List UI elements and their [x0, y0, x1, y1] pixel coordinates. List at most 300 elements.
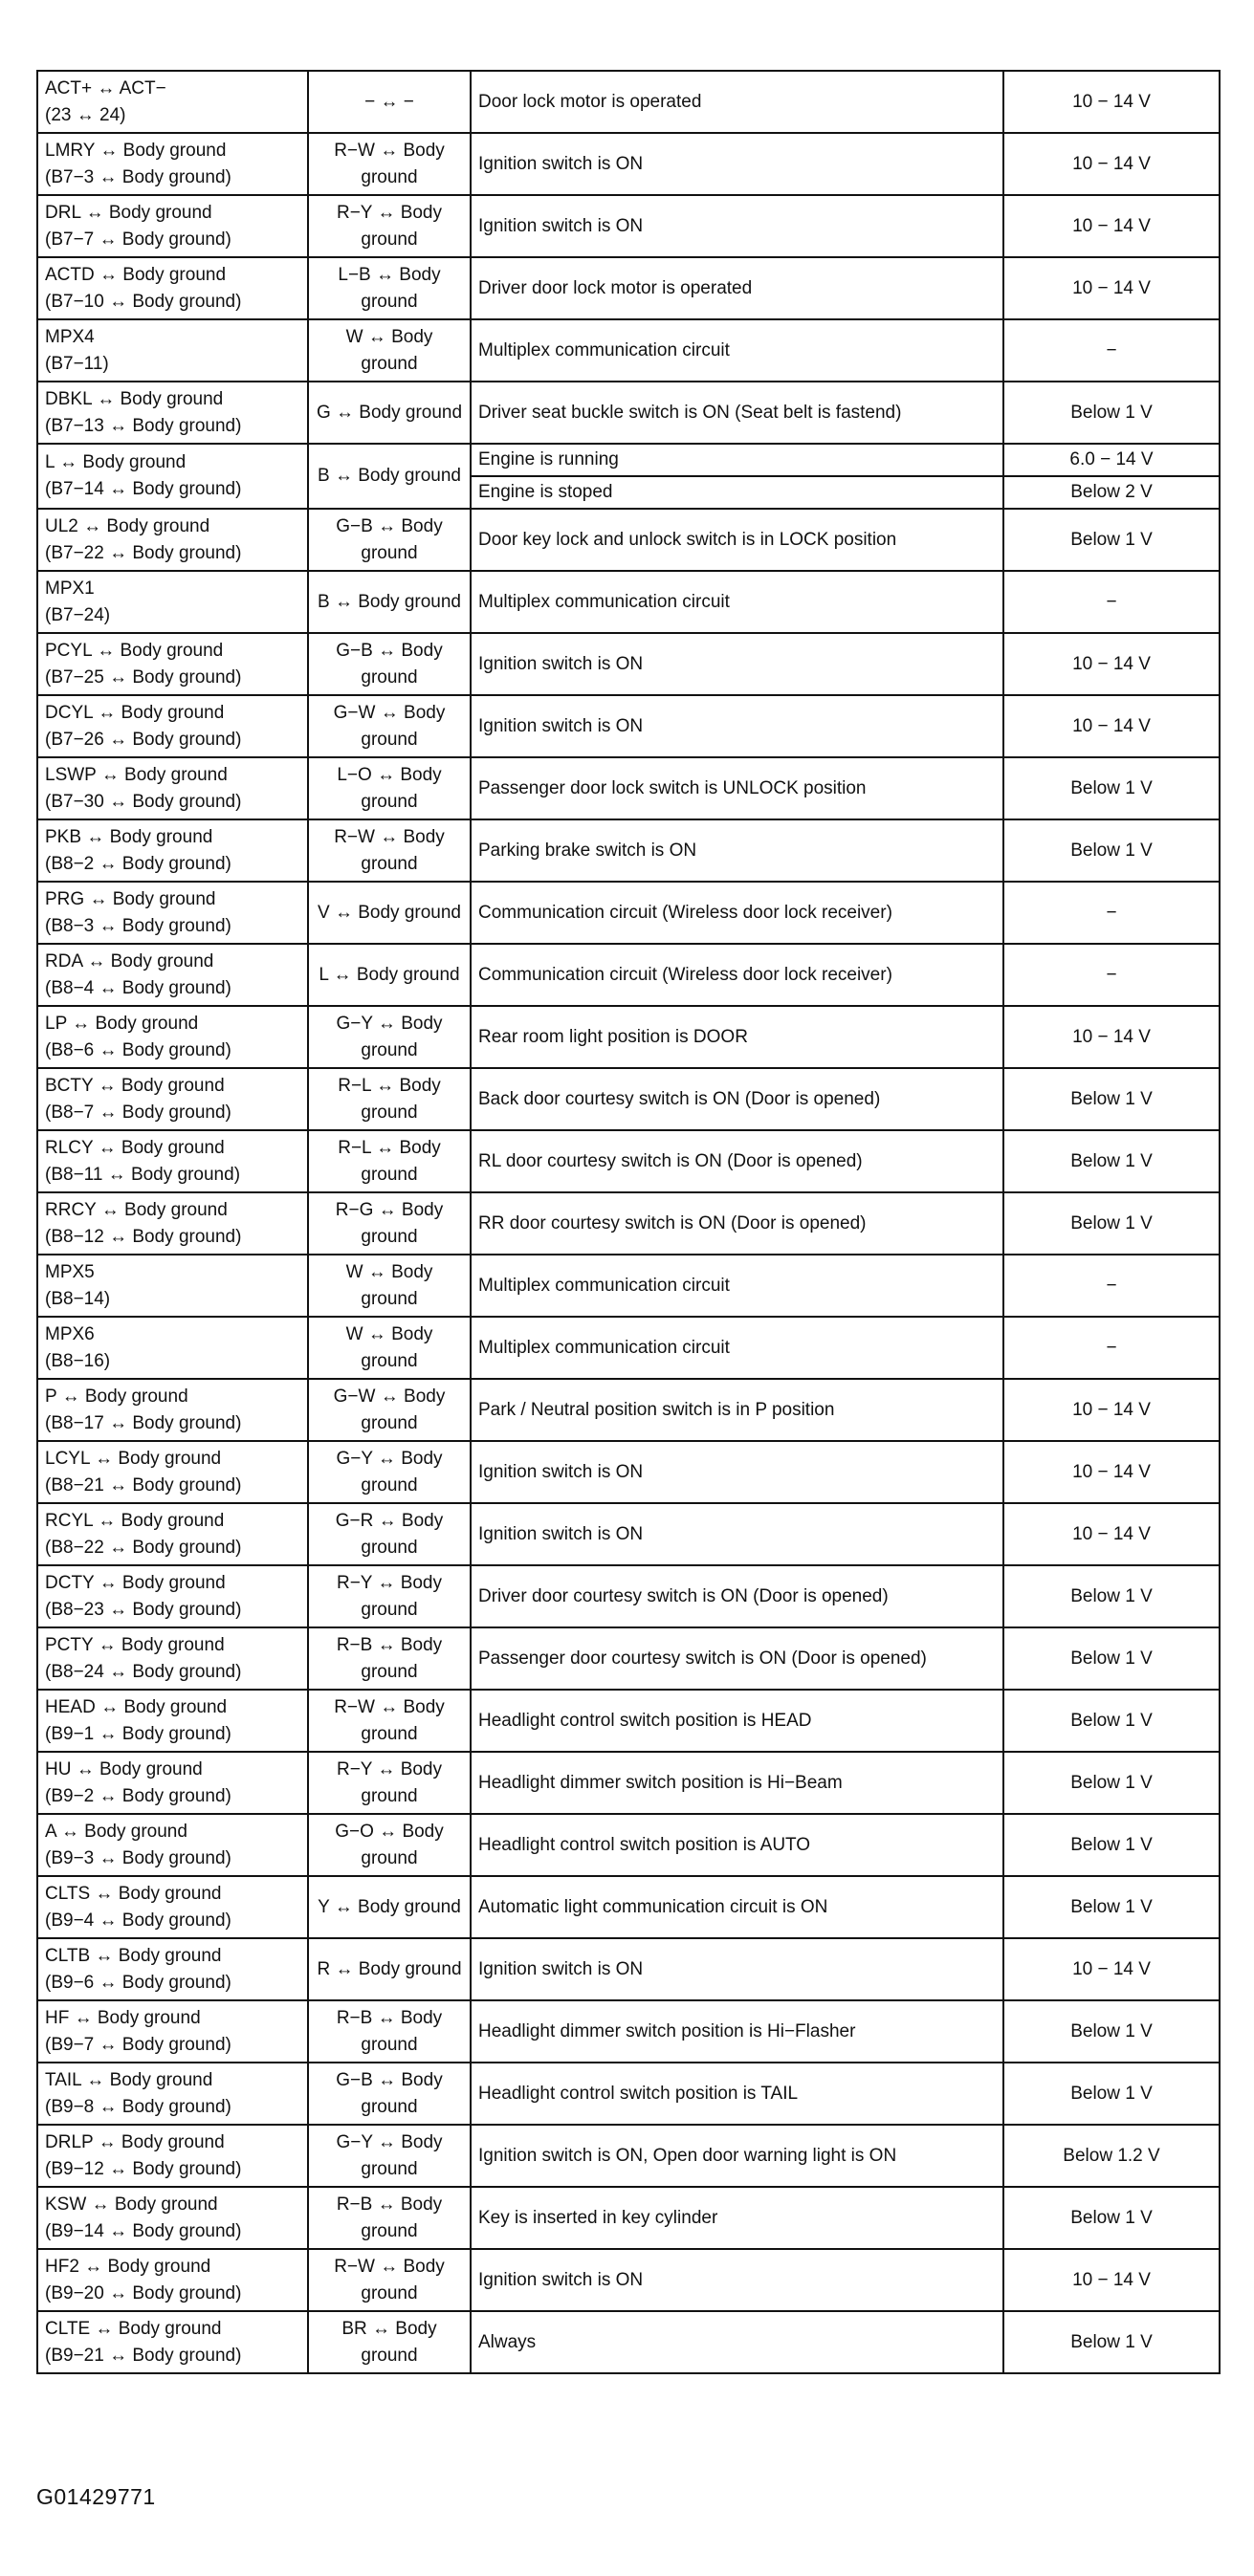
terminal-cell: [37, 1130, 308, 1192]
table-row: [37, 882, 1220, 944]
term-line: (B7−11): [45, 353, 109, 374]
term-line: HEAD ↔ Body ground: [45, 1696, 228, 1717]
wire-line: G−W ↔ Body: [333, 702, 446, 723]
wiring-color-cell: [308, 1938, 471, 2000]
term-line: (B9−2 ↔ Body ground): [45, 1785, 231, 1806]
terminal-cell: [37, 509, 308, 571]
specified-condition-cell: Below 1 V: [1003, 2187, 1220, 2249]
specified-condition-cell: 10 − 14 V: [1003, 1938, 1220, 2000]
table-row: [37, 257, 1220, 319]
wire-line: W ↔ Body: [345, 326, 433, 347]
wire-line: ground: [361, 1661, 418, 1682]
term-line: MPX4: [45, 326, 95, 347]
term-line: (B8−16): [45, 1350, 111, 1371]
wiring-color-cell: [308, 1814, 471, 1876]
term-line: (B7−25 ↔ Body ground): [45, 666, 242, 688]
condition-cell: Ignition switch is ON: [471, 133, 1003, 195]
wire-line: R−Y ↔ Body: [336, 1758, 442, 1779]
wire-line: V ↔ Body ground: [318, 902, 461, 923]
condition-cell: Headlight control switch position is AUTO: [471, 1814, 1003, 1876]
wire-line: B ↔ Body ground: [318, 466, 461, 486]
condition-cell: Door lock motor is operated: [471, 71, 1003, 133]
term-line: HF2 ↔ Body ground: [45, 2256, 211, 2277]
condition-cell: Passenger door courtesy switch is ON (Door is opened): [471, 1627, 1003, 1690]
wire-line: ground: [361, 729, 418, 750]
specified-condition-cell: Below 1 V: [1003, 1752, 1220, 1814]
term-line: BCTY ↔ Body ground: [45, 1075, 225, 1096]
terminal-cell: [37, 1441, 308, 1503]
table-row: [37, 1565, 1220, 1627]
specified-condition-cell: Below 1 V: [1003, 382, 1220, 444]
wiring-color-cell: [308, 757, 471, 819]
terminal-cell: [37, 1255, 308, 1317]
wire-line: ground: [361, 1288, 418, 1309]
wiring-color-cell: [308, 509, 471, 571]
wire-line: − ↔ −: [364, 91, 414, 112]
wiring-color-cell: [308, 1317, 471, 1379]
table-row: [37, 1752, 1220, 1814]
condition-cell: Always: [471, 2311, 1003, 2373]
wire-line: ground: [361, 791, 418, 812]
wiring-color-cell: [308, 1876, 471, 1938]
terminal-cell: [37, 1006, 308, 1068]
wiring-color-cell: [308, 1752, 471, 1814]
terminal-cell: [37, 71, 308, 133]
term-line: LCYL ↔ Body ground: [45, 1448, 222, 1469]
wiring-color-cell: [308, 2000, 471, 2063]
term-line: (B9−8 ↔ Body ground): [45, 2096, 231, 2117]
condition-cell: Multiplex communication circuit: [471, 571, 1003, 633]
term-line: (B7−22 ↔ Body ground): [45, 542, 242, 563]
wiring-color-cell: [308, 2125, 471, 2187]
wire-line: G−W ↔ Body: [333, 1386, 446, 1407]
table-row: [37, 2249, 1220, 2311]
condition-cell: Driver door courtesy switch is ON (Door is opened): [471, 1565, 1003, 1627]
condition-cell: Ignition switch is ON: [471, 1503, 1003, 1565]
terminal-cell: [37, 695, 308, 757]
wiring-color-cell: [308, 819, 471, 882]
term-line: (B7−7 ↔ Body ground): [45, 229, 231, 250]
term-line: PRG ↔ Body ground: [45, 888, 216, 909]
specified-condition-cell: Below 1 V: [1003, 1192, 1220, 1255]
term-line: (B8−23 ↔ Body ground): [45, 1599, 242, 1620]
term-line: PCYL ↔ Body ground: [45, 640, 224, 661]
term-line: L ↔ Body ground: [45, 452, 187, 472]
table-row: [37, 1938, 1220, 2000]
wire-line: G−B ↔ Body: [336, 640, 443, 661]
specified-condition-cell: Below 1 V: [1003, 819, 1220, 882]
wire-line: R−Y ↔ Body: [336, 1572, 442, 1593]
condition-cell: Rear room light position is DOOR: [471, 1006, 1003, 1068]
term-line: (B8−17 ↔ Body ground): [45, 1412, 242, 1433]
term-line: DRLP ↔ Body ground: [45, 2131, 225, 2152]
table-row: [37, 944, 1220, 1006]
wire-line: G ↔ Body ground: [316, 402, 463, 423]
specified-condition-cell: Below 1 V: [1003, 1814, 1220, 1876]
wire-line: R−B ↔ Body: [336, 2194, 443, 2215]
terminal-cell: [37, 133, 308, 195]
term-line: (B9−1 ↔ Body ground): [45, 1723, 231, 1744]
specified-condition-cell: −: [1003, 882, 1220, 944]
table-row: [37, 71, 1220, 133]
term-line: P ↔ Body ground: [45, 1386, 188, 1407]
condition-cell: Ignition switch is ON: [471, 1938, 1003, 2000]
term-line: A ↔ Body ground: [45, 1821, 187, 1842]
term-line: (B7−13 ↔ Body ground): [45, 415, 242, 436]
specified-condition-cell: 10 − 14 V: [1003, 133, 1220, 195]
table-row: [37, 1627, 1220, 1690]
condition-cell: Parking brake switch is ON: [471, 819, 1003, 882]
table-row: [37, 1379, 1220, 1441]
specified-condition-cell: Below 1 V: [1003, 1627, 1220, 1690]
terminal-cell: [37, 1814, 308, 1876]
table-row: [37, 319, 1220, 382]
wire-line: ground: [361, 1723, 418, 1744]
wiring-color-cell: [308, 2311, 471, 2373]
condition-cell: RR door courtesy switch is ON (Door is opened): [471, 1192, 1003, 1255]
term-line: (B8−7 ↔ Body ground): [45, 1102, 231, 1123]
condition-cell: Multiplex communication circuit: [471, 319, 1003, 382]
terminal-cell: [37, 1565, 308, 1627]
specified-condition-cell: Below 1 V: [1003, 1068, 1220, 1130]
condition-cell: Communication circuit (Wireless door lock receiver): [471, 944, 1003, 1006]
condition-cell: Driver seat buckle switch is ON (Seat belt is fastend): [471, 382, 1003, 444]
specified-condition-cell: 10 − 14 V: [1003, 1441, 1220, 1503]
specified-condition-cell: Below 1 V: [1003, 509, 1220, 571]
wire-line: ground: [361, 2034, 418, 2055]
terminal-cell: [37, 195, 308, 257]
term-line: (B7−24): [45, 604, 111, 625]
terminal-cell: [37, 1876, 308, 1938]
wiring-color-cell: [308, 1441, 471, 1503]
specified-condition-cell: Below 1 V: [1003, 1690, 1220, 1752]
wire-line: BR ↔ Body: [341, 2318, 437, 2339]
wiring-color-cell: [308, 882, 471, 944]
term-line: (B9−12 ↔ Body ground): [45, 2158, 242, 2179]
terminal-cell: [37, 1068, 308, 1130]
term-line: MPX1: [45, 578, 95, 599]
term-line: RDA ↔ Body ground: [45, 950, 214, 971]
figure-code: G01429771: [36, 2484, 156, 2509]
table-body: [37, 71, 1220, 2373]
terminal-cell: [37, 1503, 308, 1565]
terminal-cell: [37, 1317, 308, 1379]
wiring-color-cell: [308, 319, 471, 382]
table-row: [37, 1690, 1220, 1752]
term-line: LSWP ↔ Body ground: [45, 764, 228, 785]
terminal-cell: [37, 571, 308, 633]
wiring-color-cell: [308, 695, 471, 757]
specified-condition-cell: −: [1003, 944, 1220, 1006]
wire-line: ground: [361, 353, 418, 374]
table-row: [37, 1317, 1220, 1379]
term-line: RCYL ↔ Body ground: [45, 1510, 225, 1531]
wire-line: R−W ↔ Body: [334, 1696, 445, 1717]
specified-condition-cell: 10 − 14 V: [1003, 71, 1220, 133]
wiring-color-cell: [308, 71, 471, 133]
term-line: (B9−7 ↔ Body ground): [45, 2034, 231, 2055]
wire-line: ground: [361, 2282, 418, 2303]
table-row: [37, 1441, 1220, 1503]
terminal-cell: [37, 319, 308, 382]
term-line: (B8−2 ↔ Body ground): [45, 853, 231, 874]
term-line: UL2 ↔ Body ground: [45, 515, 210, 536]
wire-line: R−W ↔ Body: [334, 826, 445, 847]
specified-condition-cell: −: [1003, 571, 1220, 633]
term-line: (B8−22 ↔ Body ground): [45, 1537, 242, 1558]
specified-condition-cell: 10 − 14 V: [1003, 1006, 1220, 1068]
wire-line: G−Y ↔ Body: [336, 2131, 443, 2152]
wiring-color-cell: [308, 444, 471, 509]
term-line: (B8−14): [45, 1288, 111, 1309]
condition-cell: Headlight control switch position is TAIL: [471, 2063, 1003, 2125]
table-row: [37, 2063, 1220, 2125]
terminal-cell: [37, 944, 308, 1006]
condition-cell: Ignition switch is ON: [471, 1441, 1003, 1503]
term-line: PKB ↔ Body ground: [45, 826, 213, 847]
wiring-color-cell: [308, 2249, 471, 2311]
condition-cell: Multiplex communication circuit: [471, 1317, 1003, 1379]
table-row: [37, 633, 1220, 695]
term-line: (B8−24 ↔ Body ground): [45, 1661, 242, 1682]
wiring-color-cell: [308, 571, 471, 633]
specified-condition-cell: 10 − 14 V: [1003, 695, 1220, 757]
wire-line: R−G ↔ Body: [335, 1199, 444, 1220]
wire-line: ground: [361, 2345, 418, 2366]
specified-condition-cell: Below 1 V: [1003, 2063, 1220, 2125]
condition-cell: Headlight dimmer switch position is Hi−Beam: [471, 1752, 1003, 1814]
specified-condition-cell: 10 − 14 V: [1003, 257, 1220, 319]
term-line: (B8−6 ↔ Body ground): [45, 1039, 231, 1060]
wire-line: W ↔ Body: [345, 1261, 433, 1282]
wiring-color-cell: [308, 2063, 471, 2125]
table-row: [37, 444, 1220, 476]
condition-cell: Driver door lock motor is operated: [471, 257, 1003, 319]
table-row: [37, 1503, 1220, 1565]
wire-line: ground: [361, 853, 418, 874]
term-line: CLTE ↔ Body ground: [45, 2318, 222, 2339]
condition-cell: Passenger door lock switch is UNLOCK position: [471, 757, 1003, 819]
specified-condition-cell: 10 − 14 V: [1003, 1503, 1220, 1565]
table-row: [37, 509, 1220, 571]
wire-line: R−Y ↔ Body: [336, 202, 442, 223]
terminal-cell: [37, 2125, 308, 2187]
wire-line: ground: [361, 1164, 418, 1185]
terminal-cell: [37, 2000, 308, 2063]
term-line: MPX6: [45, 1323, 95, 1344]
wiring-color-cell: [308, 1130, 471, 1192]
specified-condition-cell: Below 1 V: [1003, 1130, 1220, 1192]
wiring-color-cell: [308, 1192, 471, 1255]
condition-cell: Engine is running: [471, 444, 1003, 476]
term-line: DRL ↔ Body ground: [45, 202, 212, 223]
specified-condition-cell: 10 − 14 V: [1003, 195, 1220, 257]
wire-line: L−O ↔ Body: [337, 764, 442, 785]
condition-cell: RL door courtesy switch is ON (Door is opened): [471, 1130, 1003, 1192]
term-line: HU ↔ Body ground: [45, 1758, 203, 1779]
wire-line: ground: [361, 542, 418, 563]
wire-line: ground: [361, 666, 418, 688]
terminal-cell: [37, 2187, 308, 2249]
term-line: (B7−14 ↔ Body ground): [45, 479, 242, 499]
table-row: [37, 1130, 1220, 1192]
specified-condition-cell: −: [1003, 1255, 1220, 1317]
table-row: [37, 1006, 1220, 1068]
term-line: (B9−3 ↔ Body ground): [45, 1847, 231, 1868]
table-row: [37, 1814, 1220, 1876]
condition-cell: Key is inserted in key cylinder: [471, 2187, 1003, 2249]
terminal-cell: [37, 757, 308, 819]
wire-line: ground: [361, 1412, 418, 1433]
condition-cell: Engine is stoped: [471, 476, 1003, 509]
specified-condition-cell: 10 − 14 V: [1003, 633, 1220, 695]
term-line: CLTS ↔ Body ground: [45, 1883, 222, 1904]
specified-condition-cell: Below 1 V: [1003, 757, 1220, 819]
wiring-color-cell: [308, 633, 471, 695]
term-line: DCYL ↔ Body ground: [45, 702, 225, 723]
specified-condition-cell: −: [1003, 1317, 1220, 1379]
wire-line: R−B ↔ Body: [336, 1634, 443, 1655]
term-line: RRCY ↔ Body ground: [45, 1199, 228, 1220]
wire-line: Y ↔ Body ground: [318, 1896, 461, 1917]
wire-line: ground: [361, 229, 418, 250]
table-row: [37, 382, 1220, 444]
table-row: [37, 133, 1220, 195]
terminal-cell: [37, 1192, 308, 1255]
specified-condition-cell: 10 − 14 V: [1003, 1379, 1220, 1441]
wire-line: ground: [361, 2096, 418, 2117]
term-line: (B9−14 ↔ Body ground): [45, 2220, 242, 2241]
term-line: LP ↔ Body ground: [45, 1013, 199, 1034]
wiring-color-cell: [308, 1006, 471, 1068]
specified-condition-cell: Below 1 V: [1003, 2000, 1220, 2063]
table-row: [37, 1255, 1220, 1317]
terminal-cell: [37, 444, 308, 509]
wire-line: ground: [361, 166, 418, 187]
term-line: (B7−26 ↔ Body ground): [45, 729, 242, 750]
term-line: LMRY ↔ Body ground: [45, 140, 227, 161]
wire-line: ground: [361, 291, 418, 312]
condition-cell: Communication circuit (Wireless door lock receiver): [471, 882, 1003, 944]
wire-line: G−Y ↔ Body: [336, 1013, 443, 1034]
term-line: HF ↔ Body ground: [45, 2007, 201, 2028]
condition-cell: Back door courtesy switch is ON (Door is opened): [471, 1068, 1003, 1130]
condition-cell: Headlight dimmer switch position is Hi−Flasher: [471, 2000, 1003, 2063]
wire-line: ground: [361, 1785, 418, 1806]
terminal-cell: [37, 1627, 308, 1690]
term-line: MPX5: [45, 1261, 95, 1282]
wire-line: ground: [361, 1102, 418, 1123]
wiring-color-cell: [308, 1379, 471, 1441]
table-row: [37, 819, 1220, 882]
term-line: PCTY ↔ Body ground: [45, 1634, 225, 1655]
wire-line: R ↔ Body ground: [317, 1958, 462, 1979]
condition-cell: Ignition switch is ON: [471, 633, 1003, 695]
term-line: (B8−21 ↔ Body ground): [45, 1474, 242, 1495]
wire-line: ground: [361, 1537, 418, 1558]
wire-line: ground: [361, 1599, 418, 1620]
term-line: (B8−4 ↔ Body ground): [45, 977, 231, 998]
term-line: (B9−20 ↔ Body ground): [45, 2282, 242, 2303]
wiring-color-cell: [308, 1690, 471, 1752]
terminal-cell: [37, 633, 308, 695]
wiring-color-cell: [308, 2187, 471, 2249]
table-row: [37, 571, 1220, 633]
wire-line: B ↔ Body ground: [318, 591, 461, 612]
condition-cell: Ignition switch is ON: [471, 695, 1003, 757]
wiring-color-cell: [308, 1068, 471, 1130]
specified-condition-cell: Below 1 V: [1003, 1876, 1220, 1938]
table-row: [37, 1876, 1220, 1938]
condition-cell: Headlight control switch position is HEAD: [471, 1690, 1003, 1752]
wire-line: ground: [361, 2220, 418, 2241]
wire-line: ground: [361, 1226, 418, 1247]
wire-line: R−L ↔ Body: [338, 1137, 441, 1158]
wiring-color-cell: [308, 133, 471, 195]
term-line: ACT+ ↔ ACT−: [45, 77, 166, 98]
terminal-cell: [37, 882, 308, 944]
term-line: (B9−4 ↔ Body ground): [45, 1910, 231, 1931]
terminal-cell: [37, 1938, 308, 2000]
wire-line: ground: [361, 1350, 418, 1371]
condition-cell: Automatic light communication circuit is ON: [471, 1876, 1003, 1938]
table-row: [37, 195, 1220, 257]
term-line: RLCY ↔ Body ground: [45, 1137, 225, 1158]
wiring-color-cell: [308, 1627, 471, 1690]
table-row: [37, 2311, 1220, 2373]
terminal-spec-table: [36, 70, 1221, 2374]
table-row: [37, 1192, 1220, 1255]
terminal-cell: [37, 382, 308, 444]
condition-cell: Ignition switch is ON: [471, 2249, 1003, 2311]
condition-cell: Ignition switch is ON: [471, 195, 1003, 257]
term-line: (B8−12 ↔ Body ground): [45, 1226, 242, 1247]
table-row: [37, 2187, 1220, 2249]
table-row: [37, 757, 1220, 819]
condition-cell: Multiplex communication circuit: [471, 1255, 1003, 1317]
wire-line: L−B ↔ Body: [338, 264, 441, 285]
wiring-color-cell: [308, 1255, 471, 1317]
wire-line: ground: [361, 1474, 418, 1495]
table-row: [37, 2000, 1220, 2063]
wire-line: R−W ↔ Body: [334, 2256, 445, 2277]
wire-line: G−R ↔ Body: [335, 1510, 444, 1531]
table-row: [37, 1068, 1220, 1130]
term-line: DCTY ↔ Body ground: [45, 1572, 226, 1593]
wire-line: R−W ↔ Body: [334, 140, 445, 161]
condition-cell: Park / Neutral position switch is in P position: [471, 1379, 1003, 1441]
term-line: ACTD ↔ Body ground: [45, 264, 227, 285]
condition-cell: Ignition switch is ON, Open door warning light is ON: [471, 2125, 1003, 2187]
specified-condition-cell: Below 1 V: [1003, 2311, 1220, 2373]
wire-line: L ↔ Body ground: [319, 964, 460, 985]
term-line: (B7−30 ↔ Body ground): [45, 791, 242, 812]
terminal-cell: [37, 2063, 308, 2125]
wire-line: R−B ↔ Body: [336, 2007, 443, 2028]
wiring-color-cell: [308, 944, 471, 1006]
terminal-cell: [37, 1690, 308, 1752]
wire-line: R−L ↔ Body: [338, 1075, 441, 1096]
wire-line: G−B ↔ Body: [336, 515, 443, 536]
terminal-cell: [37, 1752, 308, 1814]
wire-line: W ↔ Body: [345, 1323, 433, 1344]
wiring-color-cell: [308, 195, 471, 257]
term-line: (23 ↔ 24): [45, 104, 126, 125]
term-line: (B9−21 ↔ Body ground): [45, 2345, 242, 2366]
wire-line: ground: [361, 1039, 418, 1060]
table-row: [37, 2125, 1220, 2187]
terminal-cell: [37, 2311, 308, 2373]
